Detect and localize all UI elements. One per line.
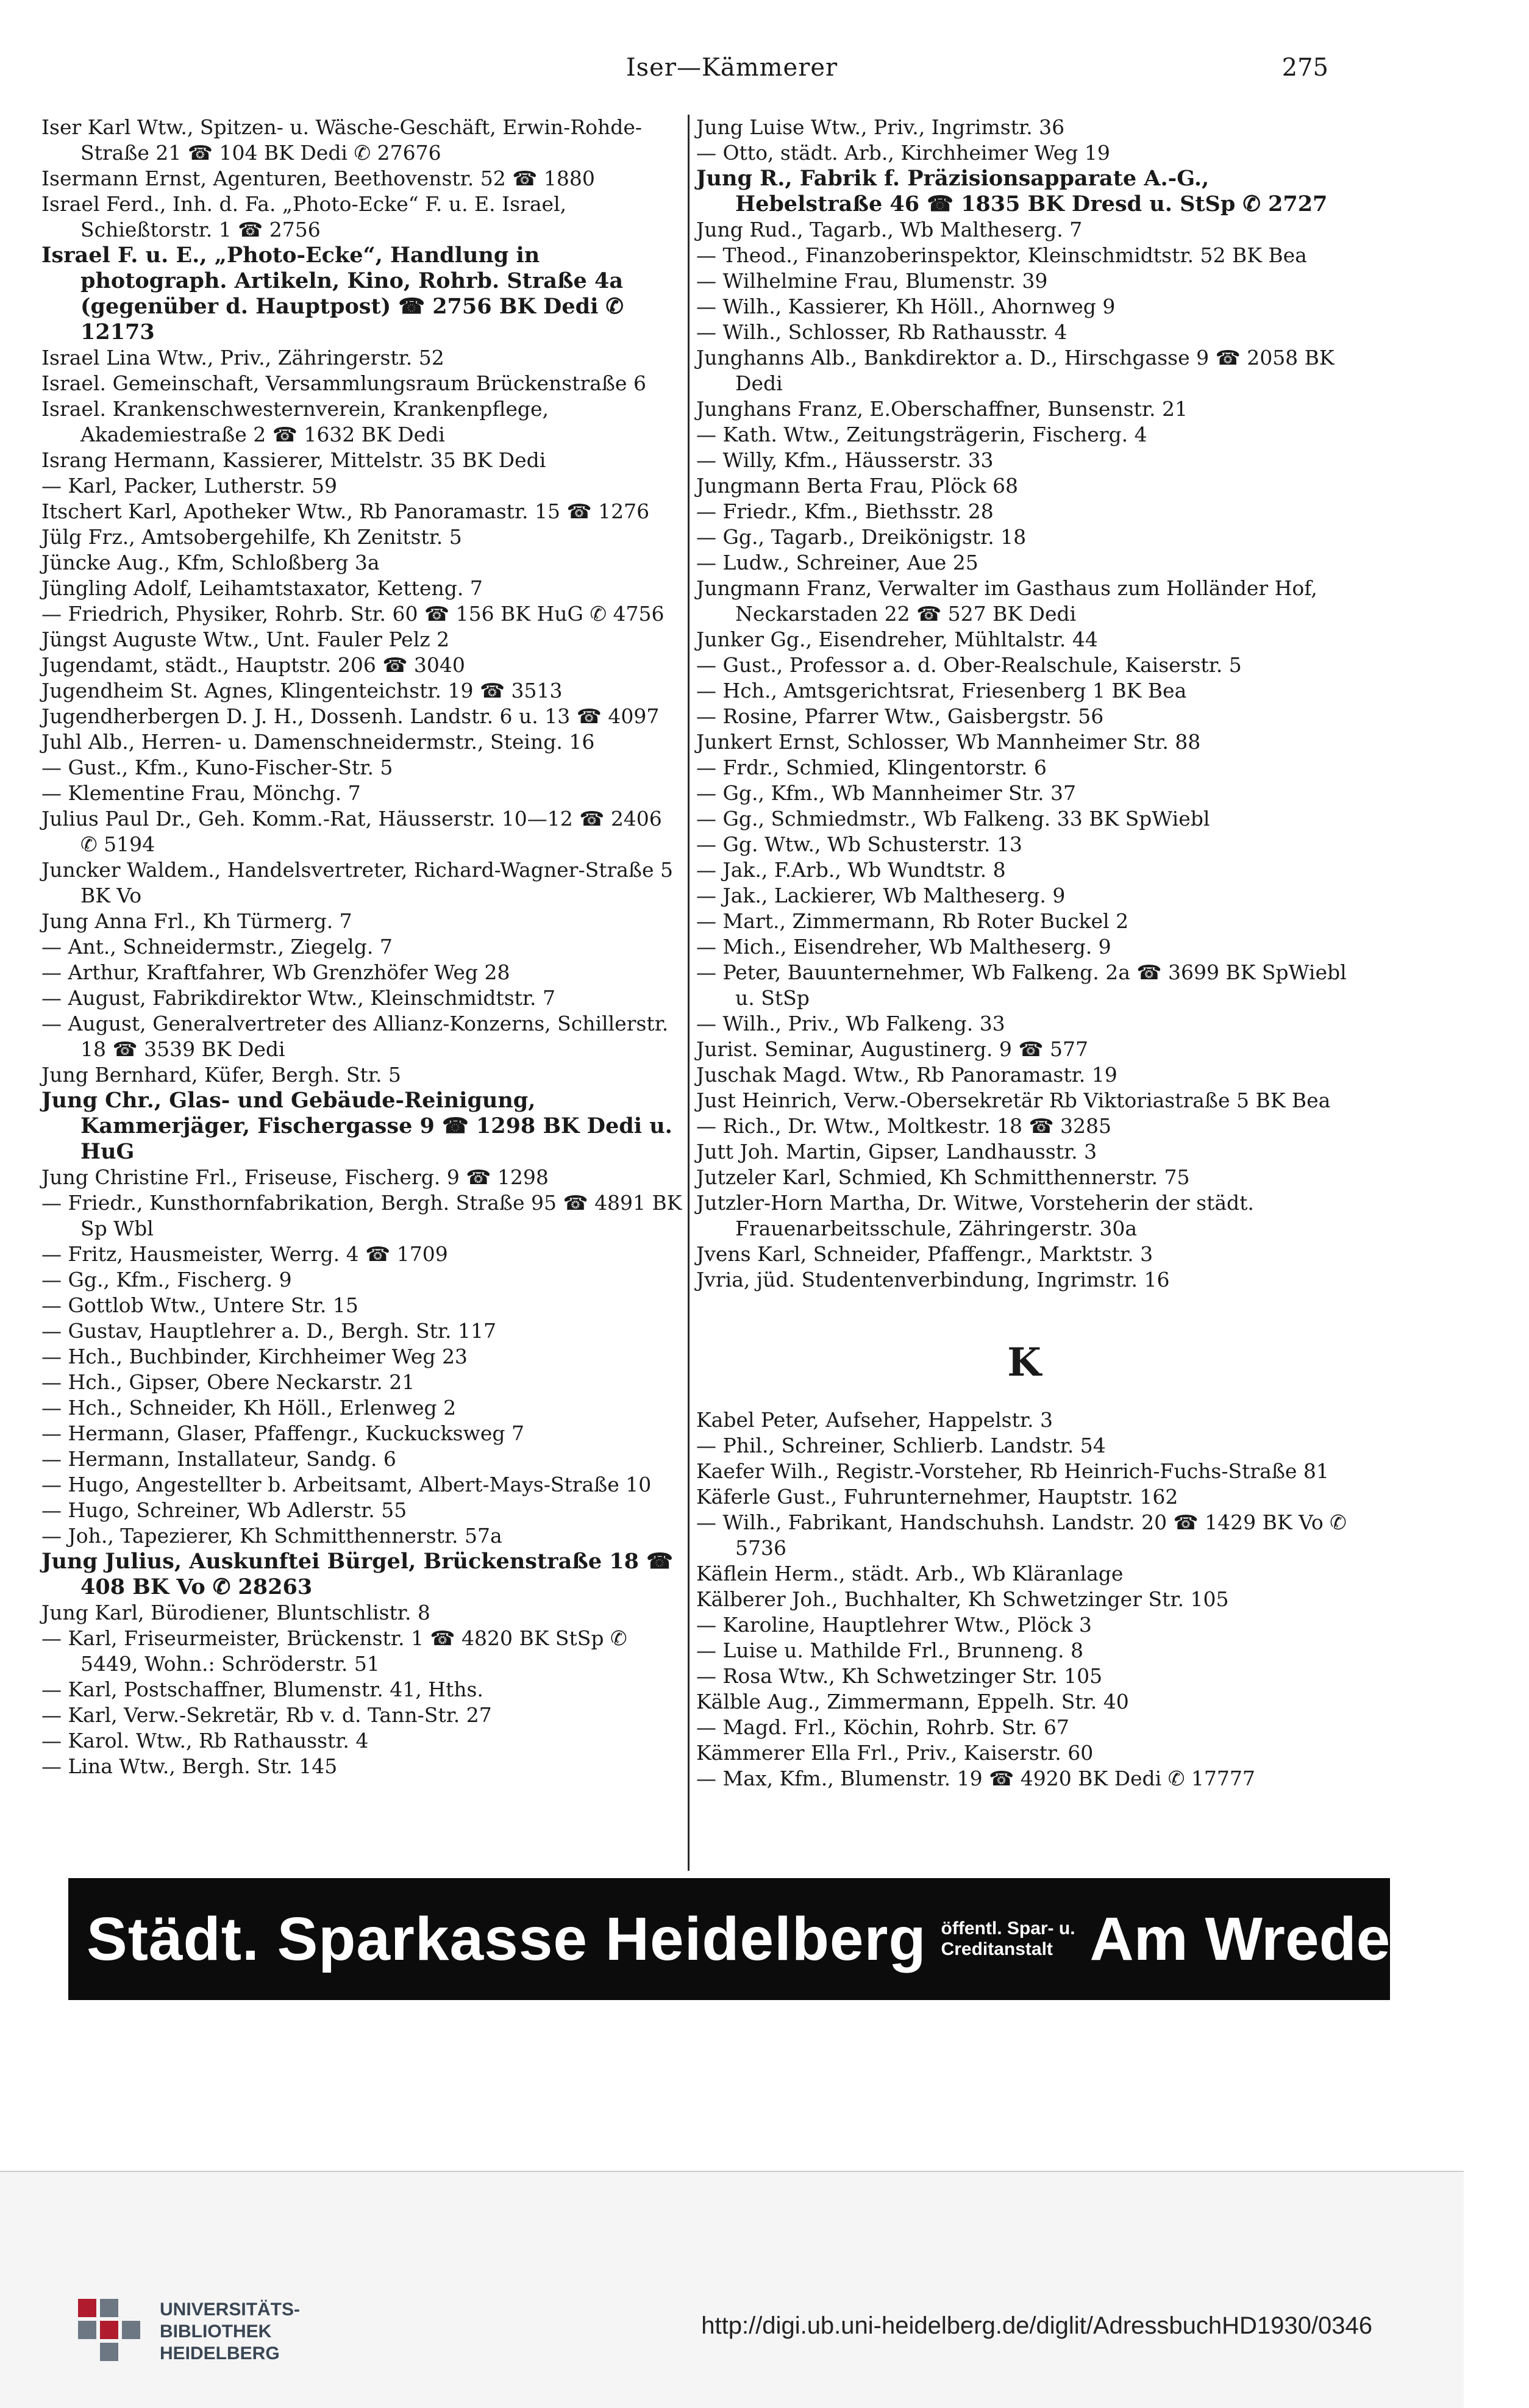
directory-entry: — Karl, Packer, Lutherstr. 59 — [41, 474, 337, 498]
directory-entry: Jung Luise Wtw., Priv., Ingrimstr. 36 — [696, 115, 1065, 139]
directory-entry: Kaefer Wilh., Registr.-Vorsteher, Rb Heinrich-Fuchs-Straße 81 — [696, 1459, 1329, 1483]
advert-name: Städt. Sparkasse Heidelberg — [87, 1904, 927, 1973]
directory-entry: — Wilh., Schlosser, Rb Rathausstr. 4 — [696, 320, 1067, 344]
directory-entry: Jugendherbergen D. J. H., Dossenh. Landstr. 6 u. 13 ☎ 4097 — [41, 704, 660, 728]
library-name-line1: UNIVERSITÄTS- — [160, 2299, 301, 2320]
directory-entry: Jüngling Adolf, Leihamtstaxator, Ketteng. 7 — [41, 576, 483, 600]
directory-entry: Juschak Magd. Wtw., Rb Panoramastr. 19 — [696, 1063, 1117, 1087]
directory-entry: — Karl, Friseurmeister, Brückenstr. 1 ☎ 4820 BK StSp ✆ 5449, Wohn.: Schröderstr. 51 — [41, 1626, 627, 1676]
right-column-k-entries — [696, 1407, 1352, 1792]
directory-entry: Israel Ferd., Inh. d. Fa. „Photo-Ecke“ F. u. E. Israel, Schießtorstr. 1 ☎ 2756 — [41, 192, 567, 241]
directory-entry: — Fritz, Hausmeister, Werrg. 4 ☎ 1709 — [41, 1242, 448, 1266]
directory-entry: — Gustav, Hauptlehrer a. D., Bergh. Str. 117 — [41, 1319, 496, 1343]
directory-entry: — Ant., Schneidermstr., Ziegelg. 7 — [41, 935, 393, 959]
directory-entry: — Kath. Wtw., Zeitungsträgerin, Fischerg. 4 — [696, 423, 1147, 446]
directory-entry: — Hch., Schneider, Kh Höll., Erlenweg 2 — [41, 1396, 457, 1420]
directory-entry: — Gust., Kfm., Kuno-Fischer-Str. 5 — [41, 756, 393, 779]
directory-entry: — Frdr., Schmied, Klingentorstr. 6 — [696, 756, 1047, 779]
directory-entry: — Max, Kfm., Blumenstr. 19 ☎ 4920 BK Dedi ✆ 17777 — [696, 1767, 1255, 1790]
directory-entry: — Phil., Schreiner, Schlierb. Landstr. 54 — [696, 1434, 1106, 1457]
directory-entry: Isermann Ernst, Agenturen, Beethovenstr. 52 ☎ 1880 — [41, 166, 595, 190]
directory-entry: Jutzler-Horn Martha, Dr. Witwe, Vorsteherin der städt. Frauenarbeitsschule, Zähringerstr. 30a — [696, 1191, 1254, 1240]
directory-entry: — Hch., Buchbinder, Kirchheimer Weg 23 — [41, 1345, 468, 1368]
directory-entry: Jung Rud., Tagarb., Wb Maltheserg. 7 — [696, 218, 1083, 241]
directory-entry: Kälble Aug., Zimmermann, Eppelh. Str. 40 — [696, 1690, 1129, 1713]
directory-entry: Jugendheim St. Agnes, Klingenteichstr. 19 ☎ 3513 — [41, 679, 563, 702]
directory-entry: Jvens Karl, Schneider, Pfaffengr., Marktstr. 3 — [696, 1242, 1153, 1266]
page-footer — [0, 2171, 1464, 2408]
directory-entry: — Rosa Wtw., Kh Schwetzinger Str. 105 — [696, 1664, 1103, 1688]
page-header — [0, 54, 1464, 90]
directory-entry: Jung Julius, Auskunftei Bürgel, Brückenstraße 18 ☎ 408 BK Vo ✆ 28263 — [41, 1549, 673, 1599]
advert-sub-line1: öffentl. Spar- u. — [941, 1918, 1075, 1938]
directory-entry: — Magd. Frl., Köchin, Rohrb. Str. 67 — [696, 1715, 1069, 1739]
directory-entry: — August, Fabrikdirektor Wtw., Kleinschmidtstr. 7 — [41, 986, 556, 1010]
directory-entry: — Gg., Tagarb., Dreikönigstr. 18 — [696, 525, 1027, 549]
page-number: 275 — [1281, 54, 1328, 82]
directory-entry: — Jak., F.Arb., Wb Wundtstr. 8 — [696, 858, 1006, 882]
directory-entry: — Karl, Verw.-Sekretär, Rb v. d. Tann-Str. 27 — [41, 1703, 492, 1727]
directory-entry: Jungmann Franz, Verwalter im Gasthaus zum Holländer Hof, Neckarstaden 22 ☎ 527 BK Dedi — [696, 576, 1317, 626]
advert-sub-line2: Creditanstalt — [941, 1939, 1053, 1959]
left-column — [41, 115, 683, 1871]
directory-entry: Kälberer Joh., Buchhalter, Kh Schwetzinger Str. 105 — [696, 1587, 1229, 1611]
directory-entry: Junghanns Alb., Bankdirektor a. D., Hirschgasse 9 ☎ 2058 BK Dedi — [696, 346, 1335, 395]
advert-subtitle — [941, 1918, 1075, 1960]
directory-entry: Jülg Frz., Amtsobergehilfe, Kh Zenitstr. 5 — [41, 525, 462, 549]
directory-entry: Jung Chr., Glas- und Gebäude-Reinigung, Kammerjäger, Fischergasse 9 ☎ 1298 BK Dedi u. HuG — [41, 1088, 672, 1164]
directory-entry: Just Heinrich, Verw.-Obersekretär Rb Viktoriastraße 5 BK Bea — [696, 1088, 1331, 1112]
directory-entry: — Gust., Professor a. d. Ober-Realschule, Kaiserstr. 5 — [696, 653, 1242, 677]
advert-place: Am Wredeplatz — [1089, 1904, 1529, 1973]
directory-entry: — Hch., Amtsgerichtsrat, Friesenberg 1 BK Bea — [696, 679, 1187, 702]
directory-entry: — Klementine Frau, Mönchg. 7 — [41, 781, 361, 805]
directory-entry: Jutzeler Karl, Schmied, Kh Schmitthennerstr. 75 — [696, 1165, 1190, 1189]
directory-entry: — Karol. Wtw., Rb Rathausstr. 4 — [41, 1729, 369, 1752]
directory-entry: Jung Bernhard, Küfer, Bergh. Str. 5 — [41, 1063, 401, 1087]
directory-entry: — Gg., Kfm., Fischerg. 9 — [41, 1268, 292, 1292]
directory-entry: Juhl Alb., Herren- u. Damenschneidermstr., Steing. 16 — [41, 730, 595, 754]
directory-entry: — Karoline, Hauptlehrer Wtw., Plöck 3 — [696, 1613, 1092, 1637]
library-name-line2: BIBLIOTHEK — [160, 2321, 272, 2342]
directory-entry: — Rich., Dr. Wtw., Moltkestr. 18 ☎ 3285 — [696, 1114, 1112, 1138]
directory-entry: — Peter, Bauunternehmer, Wb Falkeng. 2a ☎ 3699 BK SpWiebl u. StSp — [696, 960, 1347, 1010]
directory-entry: — Theod., Finanzoberinspektor, Kleinschmidtstr. 52 BK Bea — [696, 243, 1307, 267]
directory-entry: — Hch., Gipser, Obere Neckarstr. 21 — [41, 1370, 415, 1394]
directory-entry: — August, Generalvertreter des Allianz-Konzerns, Schillerstr. 18 ☎ 3539 BK Dedi — [41, 1012, 669, 1061]
directory-entry: Jung Karl, Bürodiener, Bluntschlistr. 8 — [41, 1601, 430, 1624]
directory-entry: Israng Hermann, Kassierer, Mittelstr. 35 BK Dedi — [41, 448, 546, 472]
directory-entry: Kämmerer Ella Frl., Priv., Kaiserstr. 60 — [696, 1741, 1094, 1765]
directory-entry: Jüncke Aug., Kfm, Schloßberg 3a — [41, 551, 380, 574]
directory-entry: Jvria, jüd. Studentenverbindung, Ingrimstr. 16 — [696, 1268, 1170, 1292]
right-column — [696, 115, 1352, 1871]
directory-entry: — Gg. Wtw., Wb Schusterstr. 13 — [696, 832, 1022, 856]
right-column-j-entries — [696, 115, 1352, 1293]
directory-entry: — Gg., Kfm., Wb Mannheimer Str. 37 — [696, 781, 1076, 805]
directory-entry: Jung Christine Frl., Friseuse, Fischerg. 9 ☎ 1298 — [41, 1165, 549, 1189]
directory-entry: — Wilhelmine Frau, Blumenstr. 39 — [696, 269, 1048, 293]
directory-entry: Julius Paul Dr., Geh. Komm.-Rat, Häusserstr. 10—12 ☎ 2406 ✆ 5194 — [41, 807, 662, 856]
directory-entry: — Wilh., Priv., Wb Falkeng. 33 — [696, 1012, 1005, 1035]
column-divider — [688, 115, 690, 1871]
directory-entry: — Luise u. Mathilde Frl., Brunneng. 8 — [696, 1638, 1083, 1662]
directory-entry: Junghans Franz, E.Oberschaffner, Bunsenstr. 21 — [696, 397, 1188, 421]
directory-entry: — Friedrich, Physiker, Rohrb. Str. 60 ☎ 156 BK HuG ✆ 4756 — [41, 602, 665, 626]
directory-entry: Israel. Gemeinschaft, Versammlungsraum Brückenstraße 6 — [41, 371, 646, 395]
directory-entry: — Karl, Postschaffner, Blumenstr. 41, Hths. — [41, 1677, 483, 1701]
directory-entry: — Hermann, Glaser, Pfaffengr., Kuckucksweg 7 — [41, 1421, 524, 1445]
running-title: Iser—Kämmerer — [626, 54, 838, 82]
directory-entry: — Hugo, Schreiner, Wb Adlerstr. 55 — [41, 1498, 407, 1522]
directory-entry: — Arthur, Kraftfahrer, Wb Grenzhöfer Weg 28 — [41, 960, 510, 984]
directory-entry: Junker Gg., Eisendreher, Mühltalstr. 44 — [696, 627, 1098, 651]
directory-entry: — Wilh., Fabrikant, Handschuhsh. Landstr. 20 ☎ 1429 BK Vo ✆ 5736 — [696, 1510, 1347, 1560]
library-name-line3: HEIDELBERG — [160, 2343, 280, 2363]
directory-entry: Junkert Ernst, Schlosser, Wb Mannheimer Str. 88 — [696, 730, 1201, 754]
university-library-logo-icon — [73, 2294, 146, 2367]
directory-entry: — Otto, städt. Arb., Kirchheimer Weg 19 — [696, 141, 1110, 165]
directory-entry: — Willy, Kfm., Häusserstr. 33 — [696, 448, 994, 472]
directory-entry: — Hermann, Installateur, Sandg. 6 — [41, 1447, 396, 1471]
directory-entry: — Mart., Zimmermann, Rb Roter Buckel 2 — [696, 909, 1129, 933]
directory-entry: — Mich., Eisendreher, Wb Maltheserg. 9 — [696, 935, 1111, 959]
directory-entry: — Friedr., Kunsthornfabrikation, Bergh. Straße 95 ☎ 4891 BK Sp Wbl — [41, 1191, 682, 1240]
directory-entry: Israel Lina Wtw., Priv., Zähringerstr. 52 — [41, 346, 444, 370]
directory-entry: Jung R., Fabrik f. Präzisionsapparate A.-G., Hebelstraße 46 ☎ 1835 BK Dresd u. StSp ✆ 2727 — [696, 166, 1328, 216]
directory-entry: — Friedr., Kfm., Biethsstr. 28 — [696, 499, 994, 523]
directory-entry: — Joh., Tapezierer, Kh Schmitthennerstr. 57a — [41, 1524, 502, 1548]
directory-entry: Jüngst Auguste Wtw., Unt. Fauler Pelz 2 — [41, 627, 450, 651]
library-name — [160, 2299, 300, 2365]
directory-entry: Jungmann Berta Frau, Plöck 68 — [696, 474, 1018, 498]
directory-entry: Kabel Peter, Aufseher, Happelstr. 3 — [696, 1408, 1053, 1432]
directory-entry: — Jak., Lackierer, Wb Maltheserg. 9 — [696, 884, 1066, 907]
directory-entry: Käferle Gust., Fuhrunternehmer, Hauptstr. 162 — [696, 1485, 1178, 1509]
directory-entry: Käflein Herm., städt. Arb., Wb Kläranlage — [696, 1562, 1124, 1585]
source-url-link[interactable]: http://digi.ub.uni-heidelberg.de/diglit/AdressbuchHD1930/0346 — [701, 2312, 1372, 2339]
directory-entry: Iser Karl Wtw., Spitzen- u. Wäsche-Geschäft, Erwin-Rohde-Straße 21 ☎ 104 BK Dedi ✆ 27676 — [41, 115, 643, 165]
directory-entry: — Hugo, Angestellter b. Arbeitsamt, Albert-Mays-Straße 10 — [41, 1473, 652, 1496]
directory-entry: Juncker Waldem., Handelsvertreter, Richard-Wagner-Straße 5 BK Vo — [41, 858, 673, 907]
directory-entry: — Gg., Schmiedmstr., Wb Falkeng. 33 BK SpWiebl — [696, 807, 1210, 831]
directory-entry: Jung Anna Frl., Kh Türmerg. 7 — [41, 909, 352, 933]
directory-entry: — Gottlob Wtw., Untere Str. 15 — [41, 1293, 358, 1317]
section-letter-heading: K — [1007, 1340, 1041, 1385]
directory-entry: — Rosine, Pfarrer Wtw., Gaisbergstr. 56 — [696, 704, 1104, 728]
directory-entry: — Wilh., Kassierer, Kh Höll., Ahornweg 9 — [696, 295, 1116, 318]
directory-entry: Itschert Karl, Apotheker Wtw., Rb Panoramastr. 15 ☎ 1276 — [41, 499, 650, 523]
directory-entry: Jurist. Seminar, Augustinerg. 9 ☎ 577 — [696, 1037, 1088, 1061]
advertisement-banner — [68, 1878, 1529, 2000]
directory-entry: Israel. Krankenschwesternverein, Krankenpflege, Akademiestraße 2 ☎ 1632 BK Dedi — [41, 397, 549, 446]
directory-entry: — Lina Wtw., Bergh. Str. 145 — [41, 1754, 338, 1778]
directory-entry: Jutt Joh. Martin, Gipser, Landhausstr. 3 — [696, 1140, 1097, 1163]
directory-entry: Israel F. u. E., „Photo-Ecke“, Handlung in photograph. Artikeln, Kino, Rohrb. Straße 4a (gegenüber d. Hauptpost) ☎ 2756 BK Dedi ✆ 12173 — [41, 243, 624, 345]
directory-entry: Jugendamt, städt., Hauptstr. 206 ☎ 3040 — [41, 653, 465, 677]
directory-entry: — Ludw., Schreiner, Aue 25 — [696, 551, 978, 574]
